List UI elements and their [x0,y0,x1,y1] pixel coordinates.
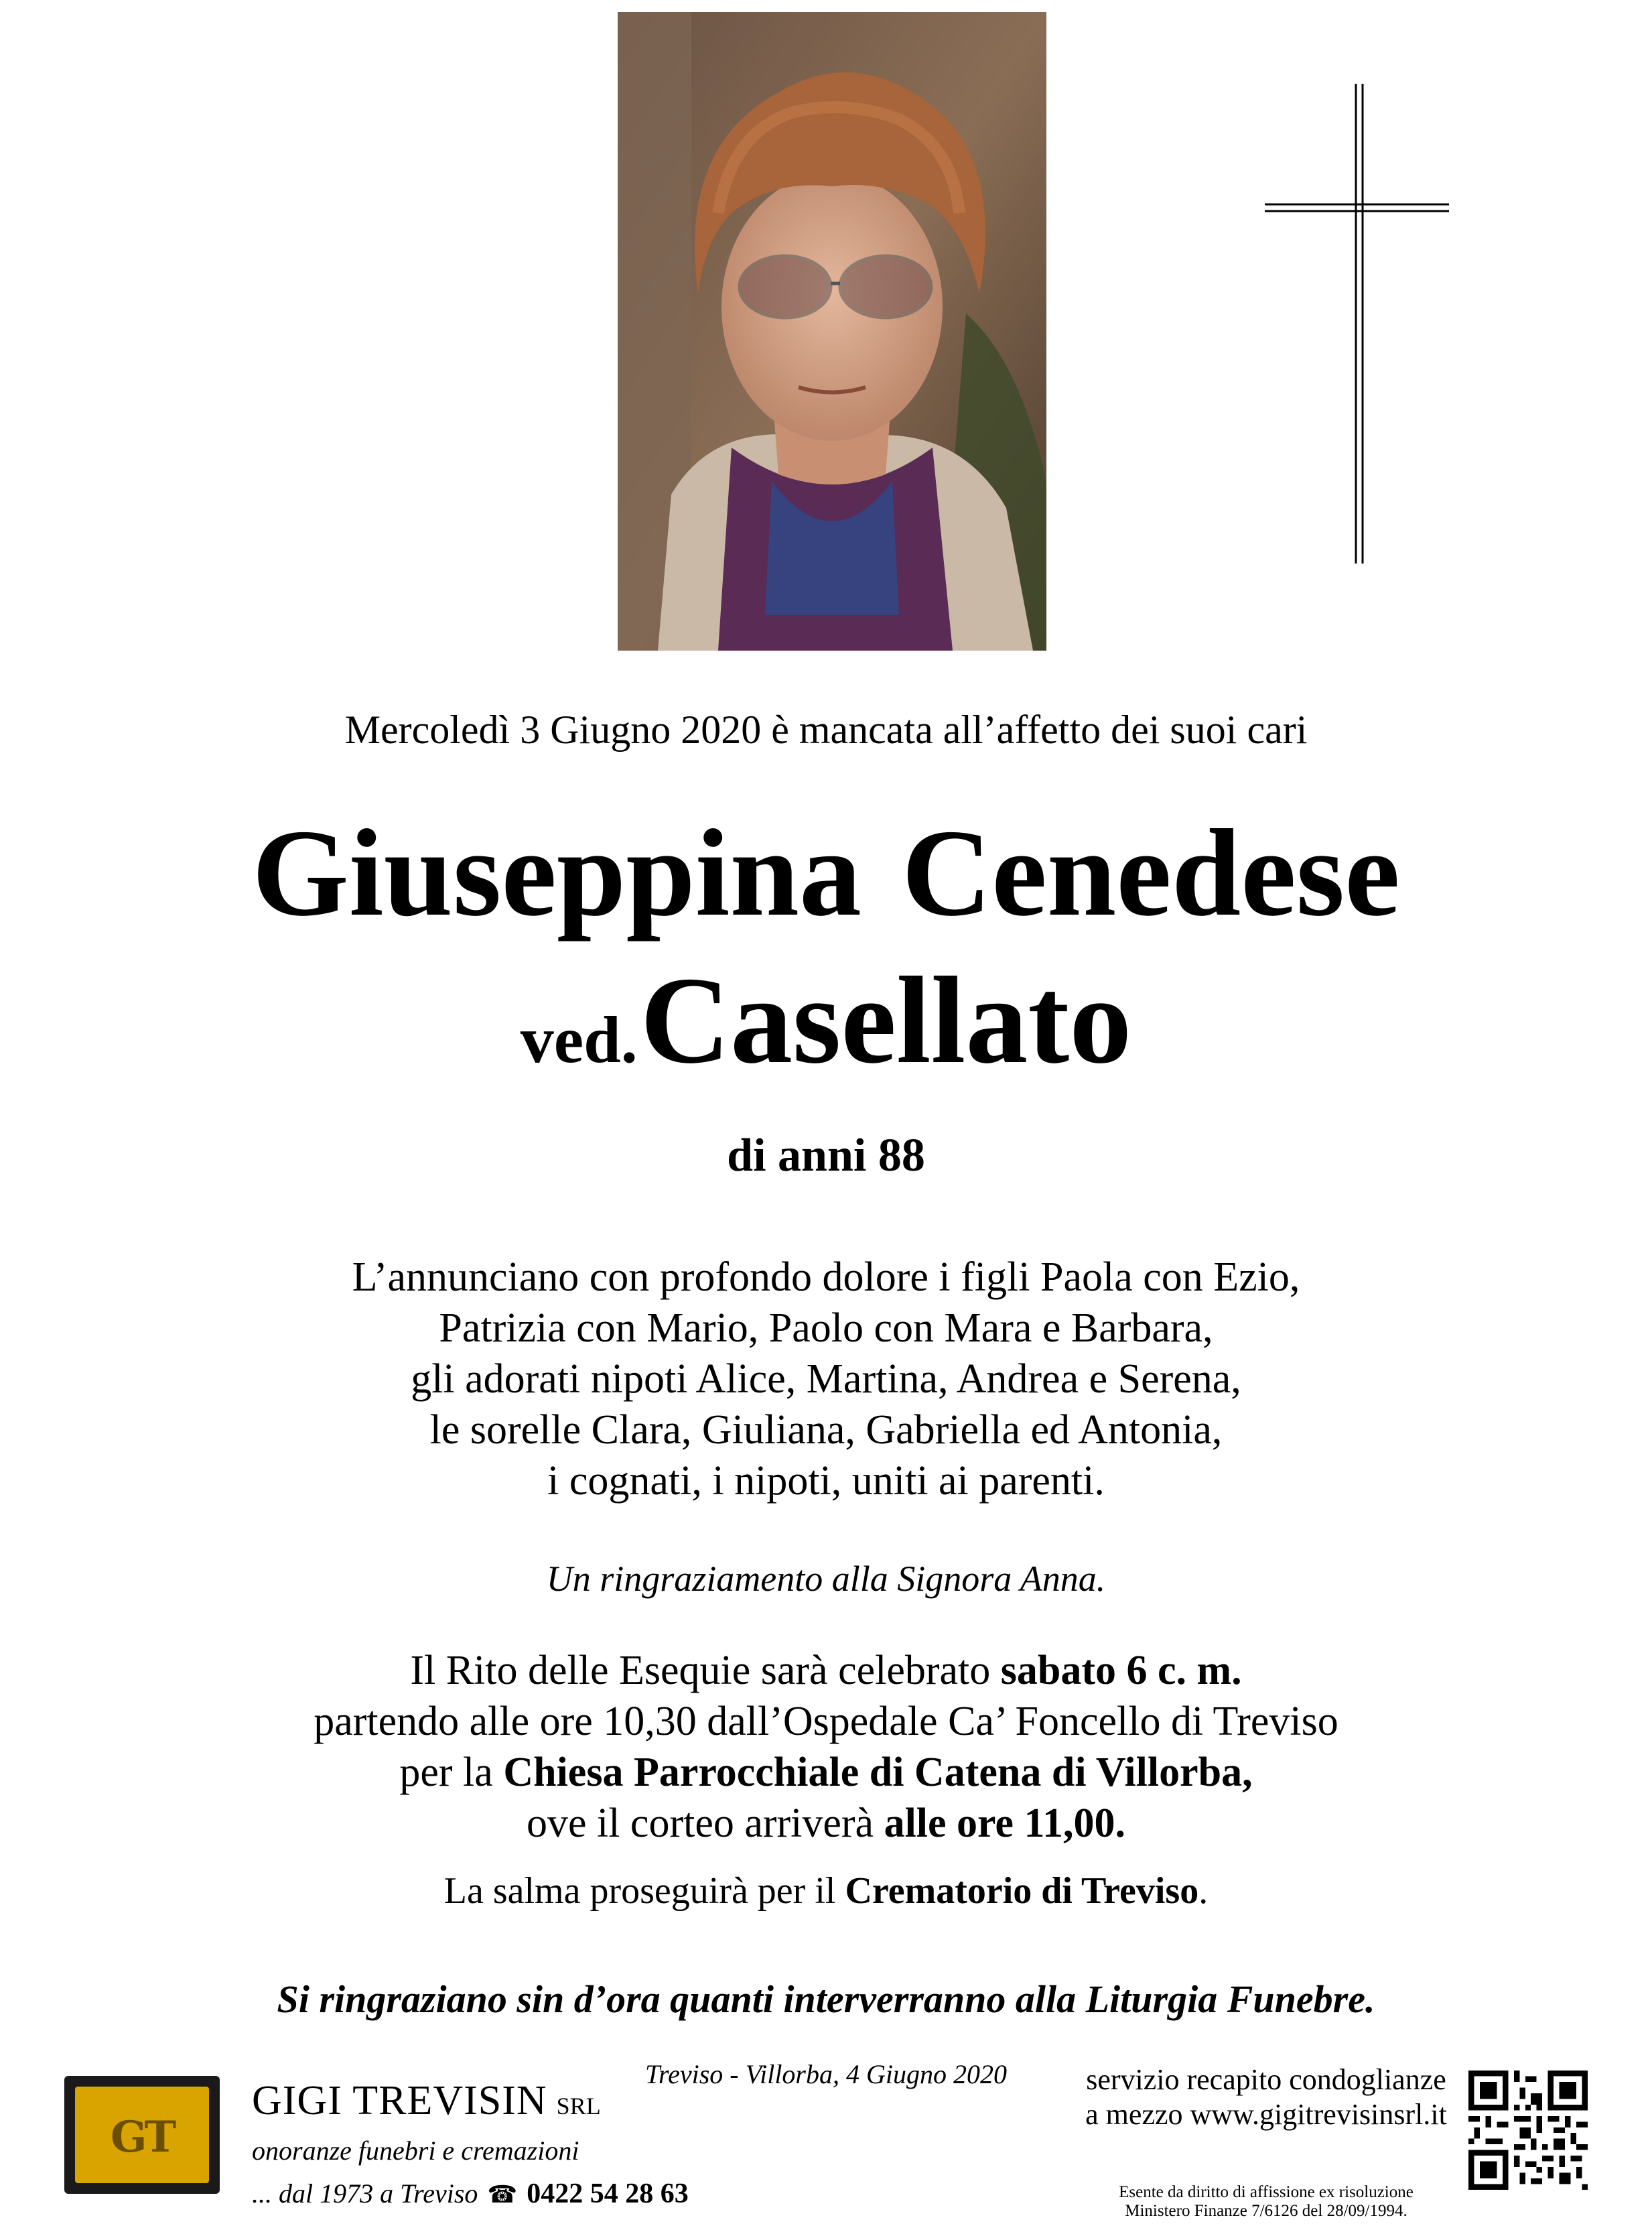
cross-icon [1265,84,1449,564]
company-name: GIGI TREVISIN [252,2078,547,2123]
funeral-line-text: ove il corteo arriverà [526,1800,884,1846]
telephone-icon: ☎ [487,2181,518,2208]
funeral-details [0,1645,1652,1849]
family-line: i cognati, i nipoti, uniti ai parenti. [547,1458,1105,1504]
condolence-service [1072,2062,1460,2132]
crematorium-name: Crematorio di Treviso [845,1870,1199,1912]
tax-exemption-note [1072,2183,1460,2221]
last-name: Cenedese [901,804,1400,942]
company-tagline: onoranze funebri e cremazioni [252,2136,579,2166]
deceased-name [0,804,1652,942]
family-line: Patrizia con Mario, Paolo con Mara e Barbara, [439,1305,1213,1351]
funeral-line [0,1747,1652,1798]
arrival-time: alle ore 11,00. [884,1800,1126,1846]
family-line: le sorelle Clara, Giuliana, Gabriella ed Antonia, [429,1407,1223,1453]
widow-prefix: ved. [520,1002,638,1077]
funeral-line [0,1798,1652,1849]
place-date: Treviso - Villorba, 4 Giugno 2020 [645,2059,1007,2089]
portrait-photo [618,12,1046,651]
company-since-line [252,2178,689,2210]
church-name: Chiesa Parrocchiale di Catena di Villorba, [503,1750,1253,1795]
funeral-line-text: per la [399,1750,504,1795]
crematorium-line-text: La salma proseguirà per il [443,1870,845,1912]
married-name-line [0,951,1652,1090]
exempt-line: Esente da diritto di affissione ex risoluzione [1119,2183,1414,2201]
phone-number: 0422 54 28 63 [527,2178,689,2209]
qr-code-icon[interactable] [1468,2071,1588,2190]
married-name: Casellato [640,951,1132,1090]
funeral-date: sabato 6 c. m. [1000,1648,1242,1693]
closing-thanks: Si ringraziano sin d’ora quanti interverranno alla Liturgia Funebre. [277,1977,1375,2021]
crematorium-line [0,1869,1652,1912]
company-name-line [252,2077,601,2125]
funeral-line: partendo alle ore 10,30 dall’Ospedale Ca’ Foncello di Treviso [314,1699,1338,1744]
family-line: L’annunciano con profondo dolore i figli Paola con Ezio, [352,1254,1300,1300]
family-announcement [0,1252,1652,1506]
age-text: di anni 88 [727,1130,925,1181]
company-since: ... dal 1973 a Treviso [252,2178,478,2209]
death-intro-text: Mercoledì 3 Giugno 2020 è mancata all’affetto dei suoi cari [344,708,1308,752]
funeral-line-text: Il Rito delle Esequie sarà celebrato [410,1648,1001,1693]
service-line: servizio recapito condoglianze [1086,2063,1446,2096]
exempt-line: Ministero Finanze 7/6126 del 28/09/1994. [1125,2202,1407,2220]
logo-text: GT [110,2112,174,2162]
first-name: Giuseppina [252,804,862,942]
crematorium-line-end: . [1198,1870,1209,1912]
service-website[interactable]: a mezzo www.gigitrevisinsrl.it [1085,2098,1447,2131]
family-line: gli adorati nipoti Alice, Martina, Andrea e Serena, [411,1356,1241,1402]
company-logo [64,2076,220,2194]
company-suffix: SRL [556,2093,601,2119]
special-thanks: Un ringraziamento alla Signora Anna. [546,1559,1106,1599]
funeral-line [0,1645,1652,1696]
